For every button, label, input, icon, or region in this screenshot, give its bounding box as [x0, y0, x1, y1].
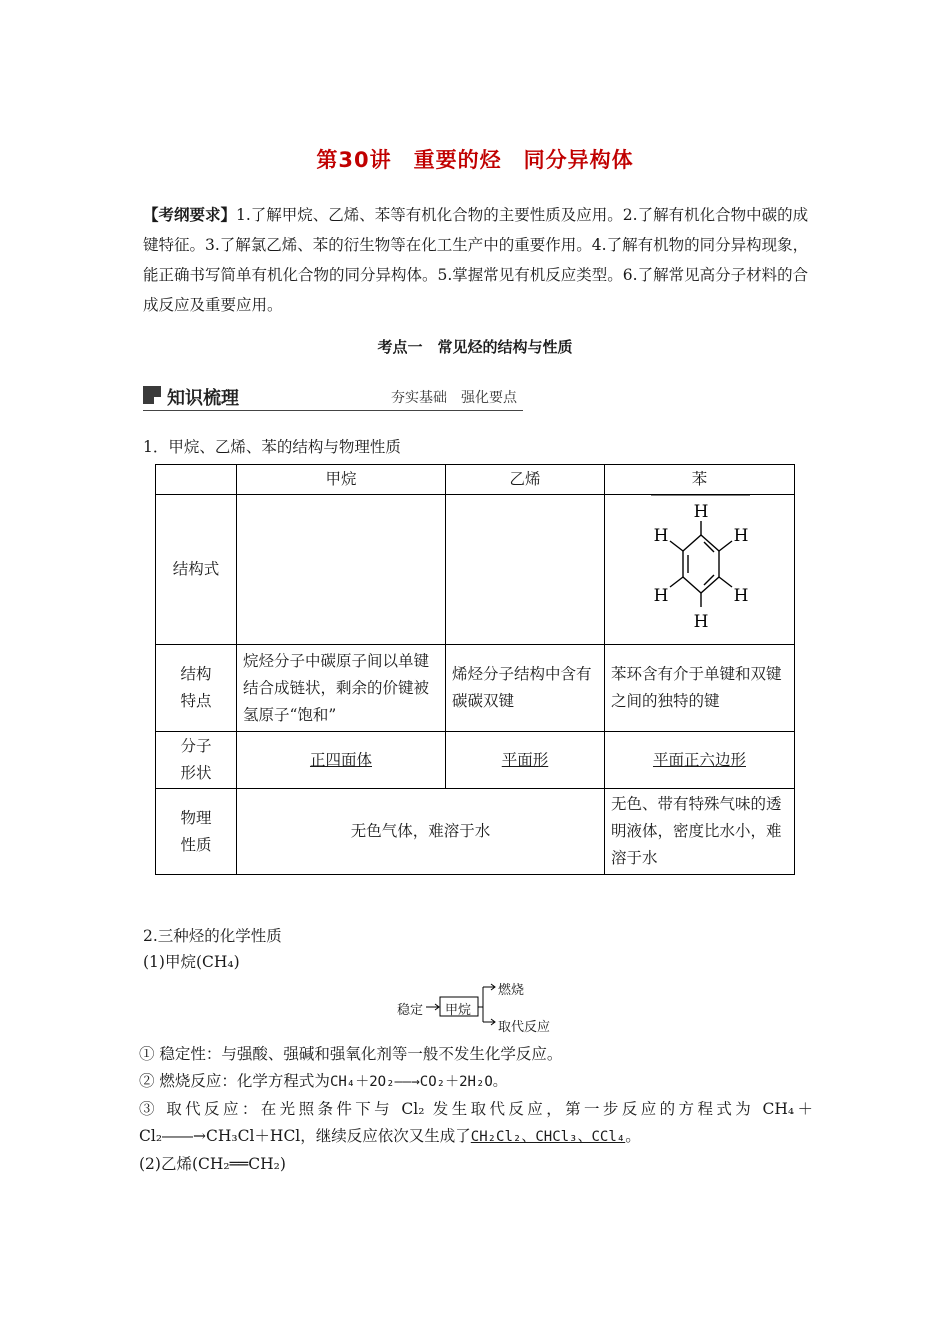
header-empty — [156, 465, 237, 495]
part1-heading: 1．甲烷、乙烯、苯的结构与物理性质 — [143, 438, 401, 456]
banner-title: 知识梳理 — [167, 388, 239, 409]
banner-subtitle: 夯实基础 强化要点 — [391, 390, 517, 406]
header-methane: 甲烷 — [237, 465, 446, 495]
outline-label: 【考纲要求】 — [143, 205, 237, 224]
benzene-h-lower-right: H — [733, 586, 748, 606]
benzene-physical: 无色、带有特殊气味的透明液体，密度比水小，难溶于水 — [605, 789, 795, 875]
benzene-h-upper-right: H — [733, 526, 748, 546]
combustion-equation: CH₄＋2O₂――→CO₂＋2H₂O。 — [329, 1074, 507, 1090]
table-row-feature — [156, 645, 795, 732]
flow-label-substitution: 取代反应 — [498, 1020, 551, 1035]
benzene-shape: 平面正六边形 — [605, 732, 795, 789]
substitution-products: CH₂Cl₂、CHCl₃、CCl₄ — [470, 1129, 626, 1145]
benzene-h-upper-left: H — [653, 526, 668, 546]
ethylene-structure-cell — [446, 495, 605, 645]
banner-square-icon — [143, 386, 161, 404]
section-title: 考点一 常见烃的结构与性质 — [377, 338, 573, 356]
item-substitution-line2 — [139, 1124, 641, 1146]
table-row-shape — [156, 732, 795, 789]
label-structure: 结构式 — [156, 495, 237, 645]
ethylene-shape: 平面形 — [446, 732, 605, 789]
benzene-h-bottom: H — [693, 612, 708, 632]
benzene-h-top: H — [693, 502, 708, 522]
exam-outline — [143, 200, 813, 320]
knowledge-banner — [143, 384, 523, 414]
label-feature: 结构 特点 — [156, 645, 237, 732]
benzene-structure-diagram — [606, 495, 794, 635]
table-row-physical — [156, 789, 795, 875]
benzene-h-lower-left: H — [653, 586, 668, 606]
ethylene-heading: (2)乙烯(CH₂══CH₂) — [139, 1155, 286, 1173]
methane-heading: (1)甲烷(CH₄) — [143, 953, 240, 971]
methane-ethylene-physical: 无色气体，难溶于水 — [237, 789, 605, 875]
benzene-feature: 苯环含有介于单键和双键之间的独特的键 — [605, 645, 795, 732]
header-ethylene: 乙烯 — [446, 465, 605, 495]
methane-shape: 正四面体 — [237, 732, 446, 789]
table-row-structure — [156, 495, 795, 645]
item-stability: ① 稳定性：与强酸、强碱和强氧化剂等一般不发生化学反应。 — [139, 1045, 563, 1063]
flow-label-combustion: 燃烧 — [498, 983, 525, 998]
substitution-prefix: Cl₂――→CH₃Cl＋HCl，继续反应依次又生成了 — [139, 1127, 471, 1145]
substitution-period: 。 — [625, 1127, 641, 1145]
banner-underline — [143, 410, 523, 411]
label-physical: 物理 性质 — [156, 789, 237, 875]
part2-heading: 2.三种烃的化学性质 — [143, 927, 282, 945]
item-substitution-line1: ③ 取代反应：在光照条件下与 Cl₂ 发生取代反应，第一步反应的方程式为 CH₄＋ — [139, 1100, 813, 1118]
combustion-prefix: ② 燃烧反应：化学方程式为 — [139, 1072, 330, 1090]
methane-structure-cell — [237, 495, 446, 645]
methane-flow-diagram — [395, 976, 575, 1036]
item-combustion — [139, 1069, 507, 1091]
header-benzene: 苯 — [605, 465, 795, 495]
benzene-structure-cell — [605, 495, 795, 645]
label-shape: 分子 形状 — [156, 732, 237, 789]
hydrocarbon-table — [155, 464, 795, 875]
benzene-ring — [670, 521, 732, 607]
outline-text: 1.了解甲烷、乙烯、苯等有机化合物的主要性质及应用。2.了解有机化合物中碳的成键特征。3.了解氯乙烯、苯的衍生物等在化工生产中的重要作用。4.了解有机物的同分异构现象，能正确书写简单有机化合物的同分异构体。5.掌握常见有机反应类型。6.了解常见高分子材料的合成反应及重要应用。 — [143, 206, 809, 314]
table-header-row — [156, 465, 795, 495]
flow-label-stable: 稳定 — [397, 1003, 424, 1018]
ethylene-feature: 烯烃分子结构中含有碳碳双键 — [446, 645, 605, 732]
flow-label-methane: 甲烷 — [445, 1003, 472, 1018]
page-title: 第30讲 重要的烃 同分异构体 — [316, 148, 634, 172]
methane-feature: 烷烃分子中碳原子间以单键结合成链状，剩余的价键被氢原子“饱和” — [237, 645, 446, 732]
